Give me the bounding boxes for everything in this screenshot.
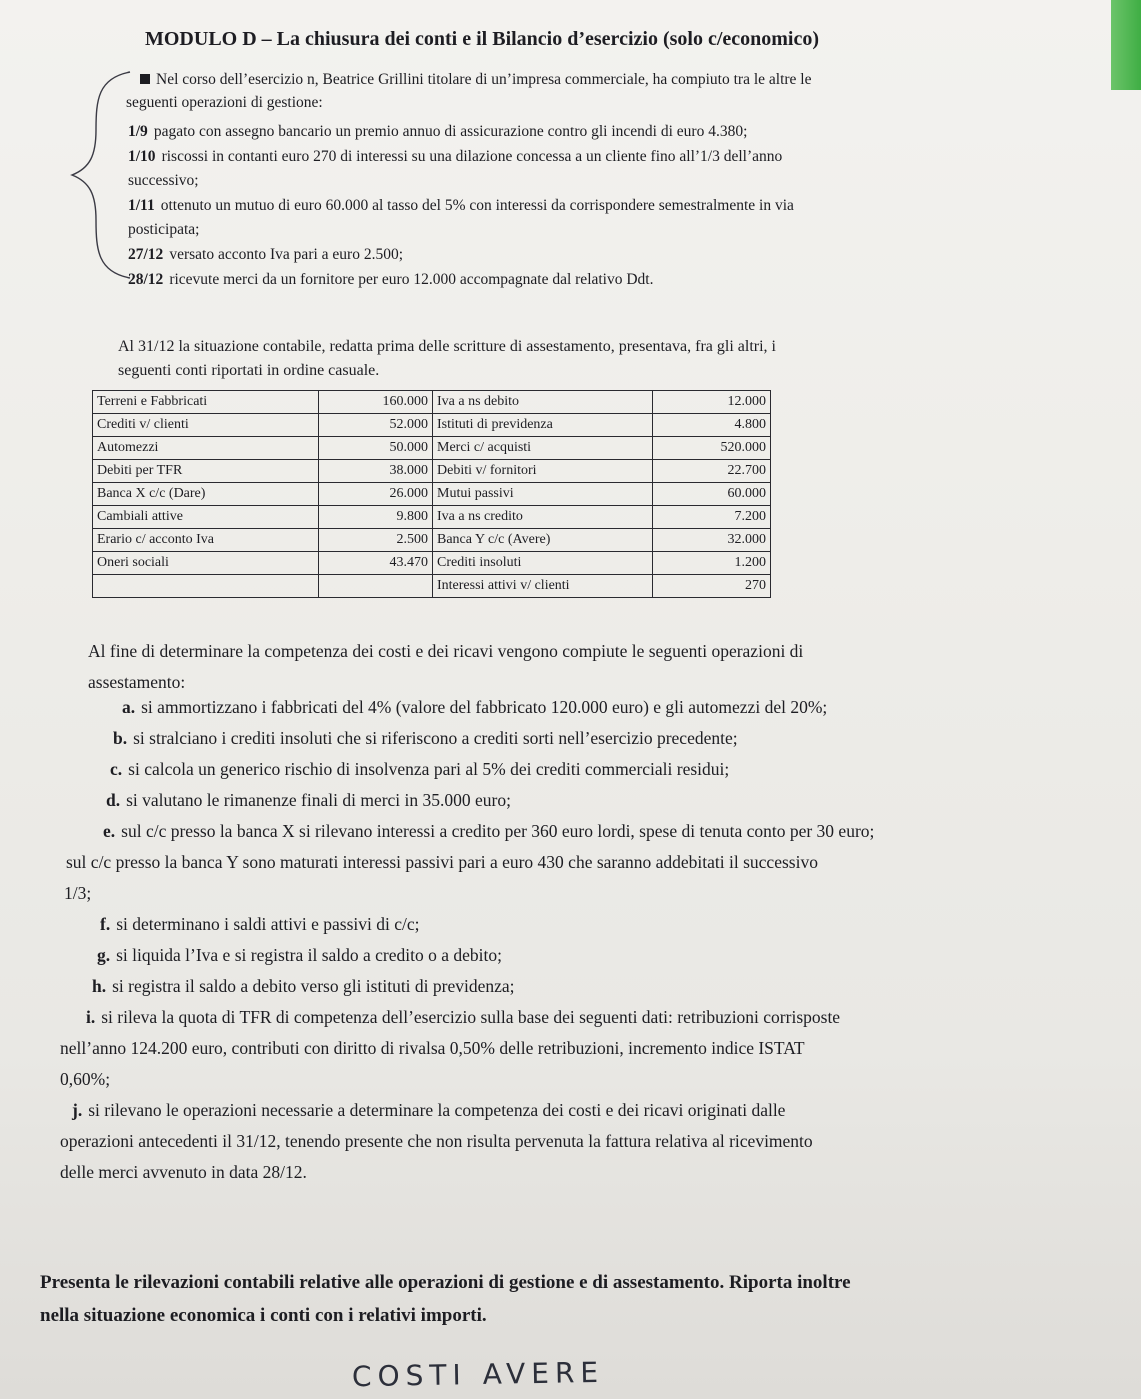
adjustment-text: operazioni antecedenti il 31/12, tenendo presente che non risulta pervenuta la fattura relativa al ricevimento xyxy=(60,1131,813,1151)
table-row xyxy=(93,437,771,460)
adjustment-letter: i. xyxy=(86,1007,96,1027)
adjustment-text: si ammortizzano i fabbricati del 4% (valore del fabbricato 120.000 euro) e gli automezzi del 20%; xyxy=(141,697,828,717)
account-name: Oneri sociali xyxy=(93,552,319,575)
account-name: Iva a ns credito xyxy=(433,506,653,529)
account-name: Banca X c/c (Dare) xyxy=(93,483,319,506)
situation-line: Al 31/12 la situazione contabile, redatta prima delle scritture di assestamento, presentava, fra gli altri, i xyxy=(118,338,776,355)
account-name: Iva a ns debito xyxy=(433,391,653,414)
adjustment-text: si registra il saldo a debito verso gli istituti di previdenza; xyxy=(112,976,515,996)
operation-item xyxy=(128,194,988,242)
operation-text-continued: successivo; xyxy=(128,172,199,189)
operation-item xyxy=(128,268,988,292)
account-amount: 50.000 xyxy=(319,437,433,460)
account-name: Banca Y c/c (Avere) xyxy=(433,529,653,552)
final-task xyxy=(40,1266,1110,1332)
account-name: Debiti v/ fornitori xyxy=(433,460,653,483)
situation-line: seguenti conti riportati in ordine casuale. xyxy=(118,362,380,379)
adjustment-letter: f. xyxy=(100,914,111,934)
adjustment-item xyxy=(60,909,1100,940)
adjustments-intro-line: Al fine di determinare la competenza dei costi e dei ricavi vengono compiute le seguenti operazioni di xyxy=(88,641,804,661)
operations-list xyxy=(128,120,988,293)
operation-item xyxy=(128,243,988,267)
table-row xyxy=(93,414,771,437)
account-amount: 160.000 xyxy=(319,391,433,414)
account-name: Istituti di previdenza xyxy=(433,414,653,437)
handwritten-word: COSTI xyxy=(351,1358,468,1394)
intro-line: Nel corso dell’esercizio n, Beatrice Grillini titolare di un’impresa commerciale, ha compiuto tra le altre le xyxy=(156,71,812,88)
operation-item xyxy=(128,120,988,144)
adjustment-letter: g. xyxy=(97,945,111,965)
adjustment-item xyxy=(60,1095,1100,1188)
account-amount: 7.200 xyxy=(653,506,771,529)
operation-date: 28/12 xyxy=(128,271,164,288)
table-row xyxy=(93,460,771,483)
adjustment-letter: j. xyxy=(72,1100,83,1120)
adjustment-text: delle merci avvenuto in data 28/12. xyxy=(60,1162,307,1182)
final-task-line: nella situazione economica i conti con i relativi importi. xyxy=(40,1305,487,1326)
adjustment-text: si determinano i saldi attivi e passivi di c/c; xyxy=(116,914,420,934)
adjustment-item xyxy=(60,940,1100,971)
green-folder-tab xyxy=(1111,0,1141,90)
adjustment-text: si stralciano i crediti insoluti che si riferiscono a crediti sorti nell’esercizio precedente; xyxy=(133,728,738,748)
operation-text: pagato con assegno bancario un premio annuo di assicurazione contro gli incendi di euro 4.380; xyxy=(153,123,748,140)
table-row xyxy=(93,552,771,575)
handwritten-note xyxy=(352,1356,605,1393)
adjustments-list xyxy=(60,692,1100,1188)
account-amount: 270 xyxy=(653,575,771,598)
operation-text: ricevute merci da un fornitore per euro 12.000 accompagnate dal relativo Ddt. xyxy=(169,271,654,288)
adjustment-item xyxy=(60,816,1100,909)
accounts-table xyxy=(92,390,771,598)
adjustments-intro-line: assestamento: xyxy=(88,672,186,692)
account-name: Crediti v/ clienti xyxy=(93,414,319,437)
adjustment-text: 0,60%; xyxy=(60,1069,111,1089)
final-task-line: Presenta le rilevazioni contabili relative alle operazioni di gestione e di assestamento. Riporta inoltre xyxy=(40,1272,851,1293)
table-row xyxy=(93,529,771,552)
adjustment-text: si liquida l’Iva e si registra il saldo a credito o a debito; xyxy=(116,945,502,965)
operation-date: 27/12 xyxy=(128,246,164,263)
operation-date: 1/9 xyxy=(128,123,148,140)
situation-paragraph xyxy=(118,335,1018,383)
adjustment-text: si valutano le rimanenze finali di merci in 35.000 euro; xyxy=(126,790,511,810)
adjustment-item xyxy=(60,754,1100,785)
account-amount: 12.000 xyxy=(653,391,771,414)
adjustment-item xyxy=(60,692,1100,723)
account-amount: 1.200 xyxy=(653,552,771,575)
operation-text: riscossi in contanti euro 270 di interessi su una dilazione concessa a un cliente fino all’1/3 dell’anno xyxy=(161,148,783,165)
operation-item xyxy=(128,145,988,193)
account-name: Interessi attivi v/ clienti xyxy=(433,575,653,598)
account-name: Debiti per TFR xyxy=(93,460,319,483)
adjustment-item xyxy=(60,971,1100,1002)
account-name: Crediti insoluti xyxy=(433,552,653,575)
account-amount: 32.000 xyxy=(653,529,771,552)
adjustment-text: sul c/c presso la banca Y sono maturati interessi passivi pari a euro 430 che saranno addebitati il successivo xyxy=(66,852,818,872)
table-row xyxy=(93,391,771,414)
adjustment-item xyxy=(60,1002,1100,1095)
account-amount: 38.000 xyxy=(319,460,433,483)
account-amount: 43.470 xyxy=(319,552,433,575)
account-name: Erario c/ acconto Iva xyxy=(93,529,319,552)
adjustment-text: si rilevano le operazioni necessarie a determinare la competenza dei costi e dei ricavi originati dalle xyxy=(88,1100,786,1120)
intro-line: seguenti operazioni di gestione: xyxy=(126,94,323,111)
adjustment-text: si rileva la quota di TFR di competenza dell’esercizio sulla base dei seguenti dati: retribuzioni corrisposte xyxy=(101,1007,841,1027)
table-row xyxy=(93,483,771,506)
adjustment-item xyxy=(60,723,1100,754)
table-row xyxy=(93,506,771,529)
adjustment-letter: c. xyxy=(110,759,123,779)
adjustment-letter: d. xyxy=(106,790,121,810)
adjustment-item xyxy=(60,785,1100,816)
adjustment-letter: b. xyxy=(113,728,128,748)
adjustment-text: si calcola un generico rischio di insolvenza pari al 5% dei crediti commerciali residui; xyxy=(128,759,730,779)
account-amount: 9.800 xyxy=(319,506,433,529)
adjustment-letter: h. xyxy=(92,976,107,996)
account-amount: 22.700 xyxy=(653,460,771,483)
intro-paragraph xyxy=(126,68,966,114)
account-name xyxy=(93,575,319,598)
account-amount: 2.500 xyxy=(319,529,433,552)
operation-text: versato acconto Iva pari a euro 2.500; xyxy=(169,246,404,263)
account-amount: 60.000 xyxy=(653,483,771,506)
account-name: Automezzi xyxy=(93,437,319,460)
adjustment-text: 1/3; xyxy=(64,883,92,903)
account-amount: 520.000 xyxy=(653,437,771,460)
account-name: Mutui passivi xyxy=(433,483,653,506)
operation-text: ottenuto un mutuo di euro 60.000 al tasso del 5% con interessi da corrispondere semestralmente in via xyxy=(160,197,794,214)
adjustment-text: sul c/c presso la banca X si rilevano interessi a credito per 360 euro lordi, spese di tenuta conto per 30 euro; xyxy=(121,821,875,841)
page-title: MODULO D – La chiusura dei conti e il Bilancio d’esercizio (solo c/economico) xyxy=(145,28,820,50)
account-amount: 52.000 xyxy=(319,414,433,437)
operation-text-continued: posticipata; xyxy=(128,221,200,238)
account-amount: 26.000 xyxy=(319,483,433,506)
square-bullet-icon xyxy=(140,74,150,84)
account-amount xyxy=(319,575,433,598)
adjustments-intro xyxy=(88,636,1048,698)
adjustment-text: nell’anno 124.200 euro, contributi con diritto di rivalsa 0,50% delle retribuzioni, incremento indice ISTAT xyxy=(60,1038,805,1058)
operation-date: 1/10 xyxy=(128,148,156,165)
table-row xyxy=(93,575,771,598)
account-amount: 4.800 xyxy=(653,414,771,437)
account-name: Terreni e Fabbricati xyxy=(93,391,319,414)
account-name: Merci c/ acquisti xyxy=(433,437,653,460)
account-name: Cambiali attive xyxy=(93,506,319,529)
adjustment-letter: e. xyxy=(103,821,116,841)
adjustment-letter: a. xyxy=(122,697,136,717)
operation-date: 1/11 xyxy=(128,197,155,214)
handwritten-word: AVERE xyxy=(482,1355,605,1391)
